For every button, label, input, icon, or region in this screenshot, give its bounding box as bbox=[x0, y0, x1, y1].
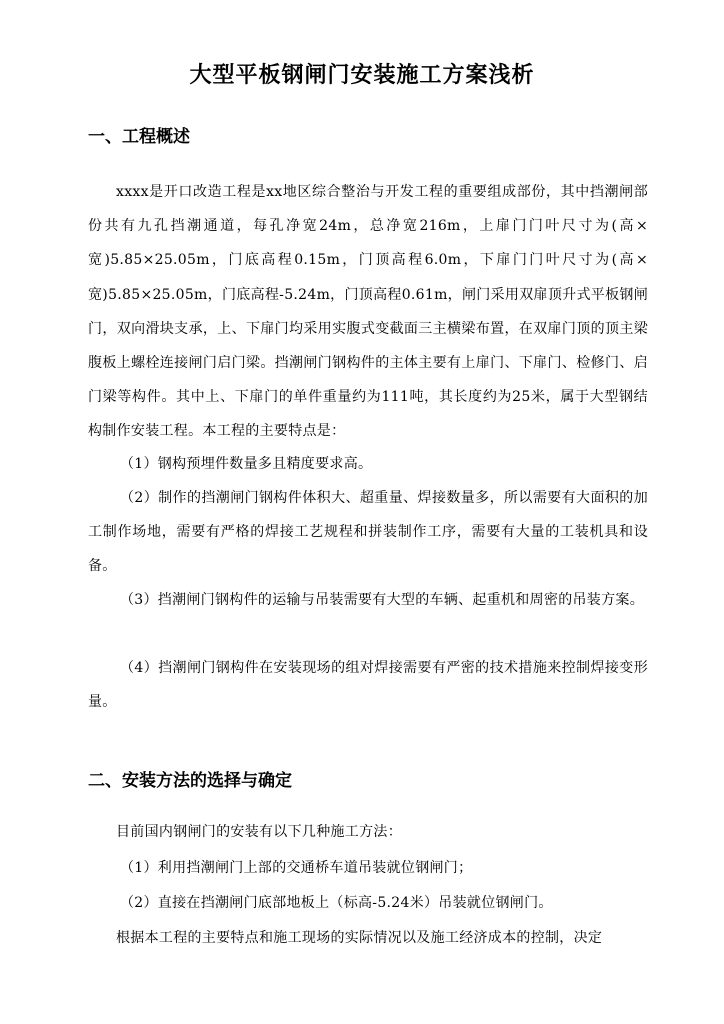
section-1-paragraph: xxxx是开口改造工程是xx地区综合整治与开发工程的重要组成部份，其中挡潮闸部份共有九孔挡潮通道，每孔净宽24m，总净宽216m，上扉门门叶尺寸为(高×宽)5.85×25.05m，门底高程0.15m，门顶高程6.0m，下扉门门叶尺寸为(高×宽)5.85×25.05m，门底高程-5.24m，门顶高程0.61m，闸门采用双扉顶升式平板钢闸门，双向滑块支承，上、下扉门均采用实腹式变截面三主横梁布置，在双扉门顶的顶主梁腹板上螺栓连接闸门启门梁。挡潮闸门钢构件的主体主要有上扉门、下扉门、检修门、启门梁等构件。其中上、下扉门的单件重量约为111吨，其长度约为25米，属于大型钢结构制作安装工程。本工程的主要特点是： bbox=[88, 184, 648, 440]
feature-item-3: （3）挡潮闸门钢构件的运输与吊装需要有大型的车辆、起重机和周密的吊装方案。 bbox=[120, 592, 645, 608]
feature-item-1: （1）钢构预埋件数量多且精度要求高。 bbox=[120, 456, 373, 472]
section-2-heading: 二、安装方法的选择与确定 bbox=[88, 771, 292, 791]
method-item-1: （1）利用挡潮闸门上部的交通桥车道吊装就位钢闸门； bbox=[120, 860, 473, 876]
document-title: 大型平板钢闸门安装施工方案浅析 bbox=[189, 63, 535, 88]
section-1-heading: 一、工程概述 bbox=[88, 127, 190, 147]
section-2-paragraph: 根据本工程的主要特点和施工现场的实际情况以及施工经济成本的控制，决定 bbox=[116, 930, 603, 946]
feature-item-4: （4）挡潮闸门钢构件在安装现场的组对焊接需要有严密的技术措施来控制焊接变形量。 bbox=[88, 660, 648, 711]
method-item-2: （2）直接在挡潮闸门底部地板上（标高-5.24米）吊装就位钢闸门。 bbox=[120, 895, 553, 911]
section-2-intro: 目前国内钢闸门的安装有以下几种施工方法： bbox=[116, 824, 402, 840]
feature-item-2: （2）制作的挡潮闸门钢构件体积大、超重量、焊接数量多，所以需要有大面积的加工制作场地，需要有严格的焊接工艺规程和拼装制作工序，需要有大量的工装机具和设备。 bbox=[88, 490, 648, 575]
